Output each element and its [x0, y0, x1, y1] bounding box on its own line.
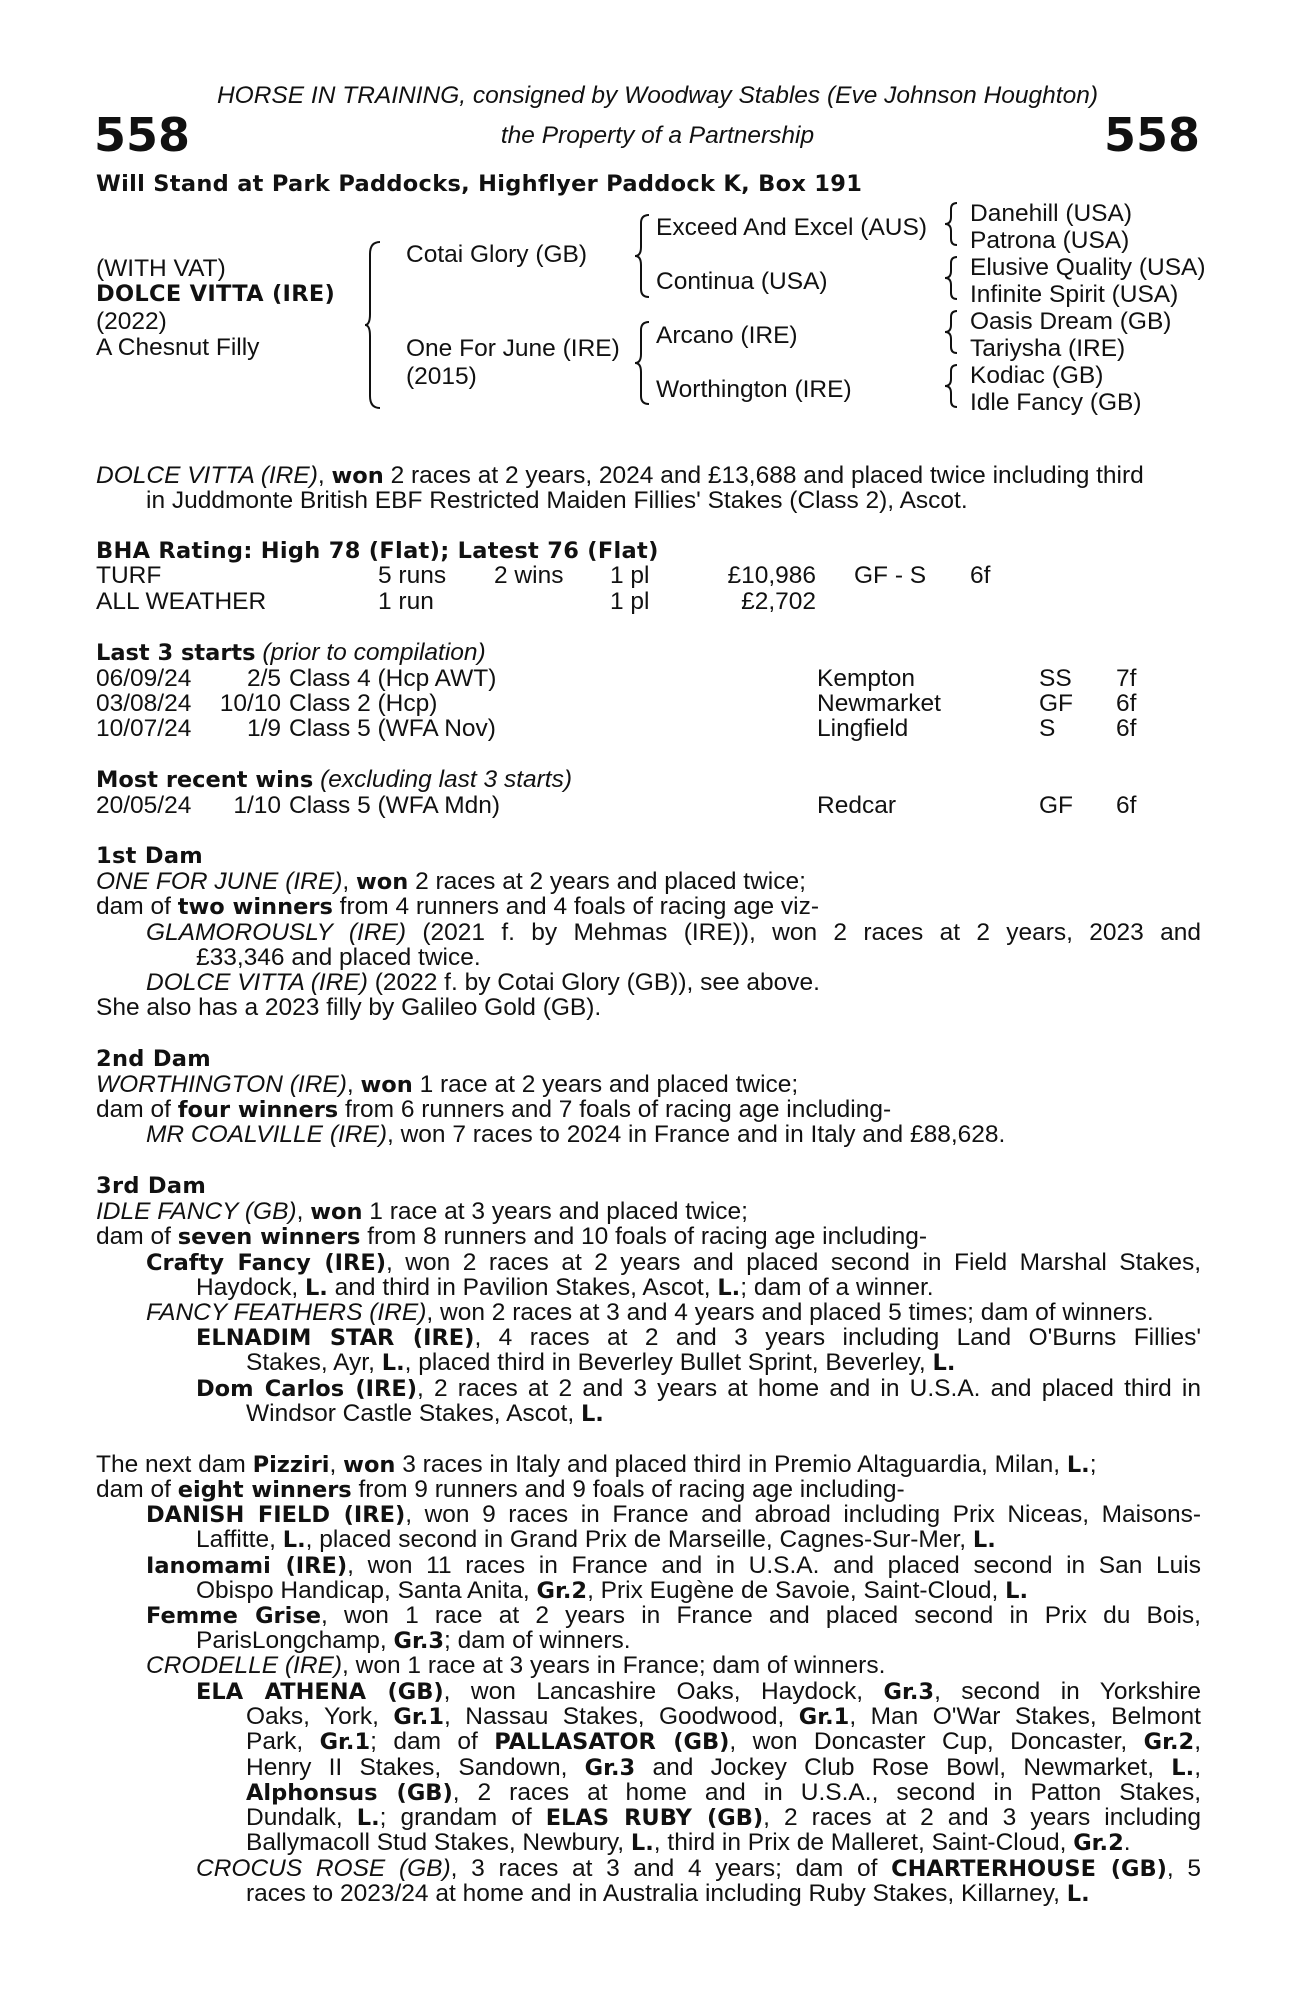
start-race: Class 4 (Hcp AWT) — [289, 665, 497, 692]
produce-dolce-vitta — [146, 970, 820, 995]
produce-femme-grise — [146, 1603, 1201, 1629]
produce-name: Crafty Fancy (IRE) — [146, 1250, 386, 1276]
start-distance: 6f — [1116, 715, 1137, 742]
rating-surface: TURF — [96, 562, 162, 589]
group-mark: Gr.1 — [798, 1704, 850, 1730]
text: , — [1194, 1754, 1201, 1781]
rating-distance: 6f — [970, 562, 991, 589]
rating-money: £2,702 — [741, 588, 816, 615]
produce-glamorously-cont: £33,346 and placed twice. — [196, 944, 481, 971]
first-dam-produce — [96, 894, 819, 920]
produce-ianomami-cont — [196, 1578, 1028, 1604]
produce-name: Femme Grise — [146, 1603, 321, 1629]
listed-mark: L. — [1066, 1881, 1090, 1907]
first-dam-also: She also has a 2023 filly by Galileo Gold (GB). — [96, 994, 602, 1021]
winners-count: two winners — [177, 894, 333, 920]
text: Laffitte, — [196, 1526, 283, 1553]
next-dam-produce — [96, 1477, 905, 1503]
text: , 2 races at 2 and 3 years including — [763, 1804, 1201, 1831]
recent-wins-title: Most recent wins — [96, 767, 314, 793]
start-distance: 7f — [1116, 665, 1137, 692]
third-dam-won: won — [310, 1199, 363, 1225]
text: ; dam of winners. — [444, 1627, 631, 1654]
foaling-year: (2022) — [96, 308, 167, 335]
next-dam-won: won — [343, 1452, 396, 1478]
group-mark: Gr.3 — [584, 1755, 636, 1781]
produce-crafty-fancy — [146, 1250, 1201, 1276]
produce-record: , 4 races at 2 and 3 years including Land O'Burns Fillies' — [474, 1324, 1202, 1351]
last-starts-note: (prior to compilation) — [262, 639, 486, 666]
win-race: Class 5 (WFA Mdn) — [289, 792, 501, 819]
third-dam-produce — [96, 1224, 927, 1250]
text: Oaks, York, — [246, 1703, 394, 1730]
group-mark: Gr.2 — [536, 1578, 588, 1604]
produce-record: (2021 f. by Mehmas (IRE)), won 2 races at 2 years, 2023 and — [406, 919, 1201, 946]
produce-record: (2022 f. by Cotai Glory (GB)), see above. — [367, 969, 820, 996]
produce-name: PALLASATOR (GB) — [494, 1729, 730, 1755]
produce-name: CRODELLE (IRE) — [146, 1652, 343, 1679]
produce-ela-athena-l7 — [246, 1830, 1131, 1856]
produce-ela-athena — [196, 1679, 1201, 1705]
listed-mark: L. — [304, 1275, 328, 1301]
text: , Man O'War Stakes, Belmont — [849, 1703, 1201, 1730]
produce-ianomami — [146, 1553, 1201, 1579]
start-course: Newmarket — [817, 690, 941, 717]
third-dam-record: 1 race at 3 years and placed twice; — [362, 1198, 748, 1225]
group-mark: Gr.3 — [883, 1679, 935, 1705]
text: Dundalk, — [246, 1804, 357, 1831]
start-date: 06/09/24 — [96, 665, 192, 692]
produce-elnadim-star-cont — [246, 1350, 955, 1376]
start-race: Class 2 (Hcp) — [289, 690, 438, 717]
winners-count: four winners — [177, 1097, 339, 1123]
rating-surface: ALL WEATHER — [96, 588, 267, 615]
text: The next dam — [96, 1451, 253, 1478]
produce-dom-carlos-cont — [246, 1401, 604, 1427]
listed-mark: L. — [932, 1350, 956, 1376]
winners-count: seven winners — [177, 1224, 361, 1250]
produce-name: Ianomami (IRE) — [146, 1553, 348, 1579]
produce-danish-field — [146, 1502, 1201, 1528]
ss-sire: Danehill (USA) — [970, 200, 1133, 227]
text: from 8 runners and 10 foals of racing age including- — [360, 1223, 927, 1250]
text: , — [1194, 1728, 1201, 1755]
first-dam-record: 2 races at 2 years and placed twice; — [408, 868, 806, 895]
group-mark: Gr.3 — [393, 1628, 445, 1654]
start-position: 1/9 — [246, 715, 281, 742]
next-dam-line — [96, 1452, 1097, 1478]
sire-sire: Exceed And Excel (AUS) — [656, 214, 927, 241]
brace-dam — [634, 320, 652, 406]
consignment-line: HORSE IN TRAINING, consigned by Woodway Stables (Eve Johnson Houghton) — [216, 82, 1099, 109]
text: ; — [1089, 1451, 1097, 1478]
text: from 6 runners and 7 foals of racing age including- — [338, 1096, 892, 1123]
produce-crocus-rose — [196, 1856, 1201, 1882]
produce-crafty-fancy-cont — [196, 1275, 934, 1301]
second-dam-record: 1 race at 2 years and placed twice; — [412, 1071, 799, 1098]
text: ; dam of — [370, 1728, 495, 1755]
listed-mark: L. — [282, 1527, 306, 1553]
third-dam-heading: 3rd Dam — [96, 1173, 207, 1199]
produce-record: , 2 races at 2 and 3 years at home and in U.S.A. and placed third in — [417, 1375, 1202, 1402]
start-distance: 6f — [1116, 690, 1137, 717]
win-course: Redcar — [817, 792, 896, 819]
produce-name: GLAMOROUSLY (IRE) — [146, 919, 407, 946]
produce-ela-athena-l5 — [246, 1780, 1201, 1806]
brace-sd — [944, 255, 960, 301]
listed-mark: L. — [630, 1830, 654, 1856]
recent-wins-heading — [96, 767, 572, 793]
listed-mark: L. — [580, 1401, 604, 1427]
group-mark: Gr.1 — [319, 1729, 371, 1755]
second-dam-heading: 2nd Dam — [96, 1046, 212, 1072]
text: 3 races in Italy and placed third in Premio Altaguardia, Milan, — [395, 1451, 1067, 1478]
produce-name: MR COALVILLE (IRE) — [146, 1121, 387, 1148]
produce-name: DANISH FIELD (IRE) — [146, 1502, 406, 1528]
produce-name: ELAS RUBY (GB) — [545, 1805, 764, 1831]
listed-mark: L. — [1171, 1755, 1195, 1781]
produce-name: Alphonsus (GB) — [246, 1780, 453, 1806]
summary-line-2: in Juddmonte British EBF Restricted Maiden Fillies' Stakes (Class 2), Ascot. — [146, 487, 968, 514]
third-dam-line: IDLE FANCY (GB), won 1 race at 3 years and placed twice; — [96, 1198, 748, 1225]
dam-year: (2015) — [406, 363, 477, 390]
vat-note: (WITH VAT) — [96, 255, 226, 282]
brace-ss — [944, 201, 960, 247]
text: Obispo Handicap, Santa Anita, — [196, 1577, 537, 1604]
produce-mr-coalville — [146, 1122, 1005, 1147]
group-mark: Gr.2 — [1073, 1830, 1124, 1856]
produce-ela-athena-l2 — [246, 1704, 1201, 1730]
text: and third in Pavilion Stakes, Ascot, — [327, 1274, 718, 1301]
produce-record: , won 7 races to 2024 in France and in Italy and £88,628. — [386, 1121, 1006, 1148]
text: races to 2023/24 at home and in Australia including Ruby Stakes, Killarney, — [246, 1880, 1067, 1907]
produce-name: CROCUS ROSE (GB) — [196, 1855, 451, 1882]
produce-record: , won 1 race at 2 years in France and placed second in Prix du Bois, — [321, 1602, 1201, 1629]
text: , 5 — [1166, 1855, 1202, 1882]
brace-sire — [634, 213, 652, 299]
produce-record: , won 2 races at 3 and 4 years and placed 5 times; dam of winners. — [426, 1299, 1154, 1326]
rating-runs: 5 runs — [378, 562, 447, 589]
stand-location: Will Stand at Park Paddocks, Highflyer Paddock K, Box 191 — [96, 171, 863, 197]
produce-record: , won 11 races in France and in U.S.A. and placed second in San Luis — [347, 1552, 1201, 1579]
sire-name: Cotai Glory (GB) — [406, 241, 588, 268]
start-course: Kempton — [817, 665, 916, 692]
sire-dam: Continua (USA) — [656, 268, 828, 295]
text: Haydock, — [196, 1274, 305, 1301]
text: Henry II Stakes, Sandown, — [246, 1754, 585, 1781]
last-starts-title: Last 3 starts — [96, 640, 256, 666]
group-mark: Gr.2 — [1143, 1729, 1195, 1755]
rating-placed: 1 pl — [610, 588, 650, 615]
text: , third in Prix de Malleret, Saint-Cloud, — [653, 1829, 1074, 1856]
text: , — [329, 1451, 344, 1478]
first-dam-line: ONE FOR JUNE (IRE), won 2 races at 2 years and placed twice; — [96, 868, 806, 895]
text: , placed second in Grand Prix de Marseille, Cagnes-Sur-Mer, — [305, 1526, 973, 1553]
third-dam-name: IDLE FANCY (GB) — [96, 1198, 297, 1225]
brace-horse — [364, 240, 384, 410]
produce-record: , won 1 race at 3 years in France; dam of winners. — [342, 1652, 886, 1679]
produce-ela-athena-l6 — [246, 1805, 1201, 1831]
produce-record: , won 9 races in France and abroad including Prix Niceas, Maisons- — [405, 1501, 1201, 1528]
produce-record: , won 2 races at 2 years and placed second in Field Marshal Stakes, — [385, 1249, 1202, 1276]
produce-fancy-feathers — [146, 1300, 1154, 1325]
listed-mark: L. — [1066, 1452, 1090, 1478]
listed-mark: L. — [1005, 1578, 1029, 1604]
text: , won Doncaster Cup, Doncaster, — [729, 1728, 1144, 1755]
ss-dam: Patrona (USA) — [970, 227, 1130, 254]
win-date: 20/05/24 — [96, 792, 192, 819]
next-dam-name: Pizziri — [252, 1452, 330, 1478]
text: , Nassau Stakes, Goodwood, — [443, 1703, 799, 1730]
second-dam-won: won — [360, 1072, 413, 1098]
produce-name: DOLCE VITTA (IRE) — [146, 969, 368, 996]
rating-going: GF - S — [854, 562, 927, 589]
win-distance: 6f — [1116, 792, 1137, 819]
rating-money: £10,986 — [727, 562, 816, 589]
start-position: 10/10 — [219, 690, 281, 717]
produce-name: ELA ATHENA (GB) — [196, 1679, 444, 1705]
start-course: Lingfield — [817, 715, 909, 742]
summary-text: 2 races at 2 years, 2024 and £13,688 and placed twice including third — [383, 462, 1144, 489]
text: , second in Yorkshire — [934, 1678, 1202, 1705]
listed-mark: L. — [717, 1275, 741, 1301]
sd-dam: Infinite Spirit (USA) — [970, 281, 1179, 308]
start-race: Class 5 (WFA Nov) — [289, 715, 496, 742]
win-going: GF — [1039, 792, 1074, 819]
text: and Jockey Club Rose Bowl, Newmarket, — [635, 1754, 1172, 1781]
text: dam of — [96, 1096, 178, 1123]
text: Park, — [246, 1728, 320, 1755]
first-dam-heading: 1st Dam — [96, 843, 204, 869]
second-dam-produce — [96, 1097, 891, 1123]
text: , 3 races at 3 and 4 years; dam of — [450, 1855, 892, 1882]
produce-name: Dom Carlos (IRE) — [196, 1376, 417, 1402]
summary-line-1: DOLCE VITTA (IRE), won 2 races at 2 years, 2024 and £13,688 and placed twice including third — [96, 462, 1144, 489]
produce-ela-athena-l3 — [246, 1729, 1201, 1755]
rating-placed: 1 pl — [610, 562, 650, 589]
start-date: 10/07/24 — [96, 715, 192, 742]
text: from 9 runners and 9 foals of racing age including- — [351, 1476, 905, 1503]
property-line: the Property of a Partnership — [500, 122, 815, 149]
produce-name: CHARTERHOUSE (GB) — [891, 1856, 1167, 1882]
text: ParisLongchamp, — [196, 1627, 394, 1654]
horse-description: A Chesnut Filly — [96, 334, 260, 361]
produce-femme-grise-cont — [196, 1628, 631, 1654]
listed-mark: L. — [381, 1350, 405, 1376]
bha-rating-heading: BHA Rating: High 78 (Flat); Latest 76 (Flat) — [96, 538, 659, 564]
summary-horse-name: DOLCE VITTA (IRE) — [96, 462, 318, 489]
produce-glamorously — [146, 920, 1201, 945]
text: . — [1123, 1829, 1131, 1856]
produce-ela-athena-l4 — [246, 1755, 1201, 1781]
produce-dom-carlos — [196, 1376, 1201, 1402]
dam-sire: Arcano (IRE) — [656, 322, 798, 349]
produce-danish-field-cont — [196, 1527, 996, 1553]
sd-sire: Elusive Quality (USA) — [970, 254, 1206, 281]
rating-runs: 1 run — [378, 588, 434, 615]
text: , placed third in Beverley Bullet Sprint, Beverley, — [404, 1349, 933, 1376]
dam-name: One For June (IRE) — [406, 335, 620, 362]
text: dam of — [96, 1223, 178, 1250]
brace-ds — [944, 309, 960, 355]
ds-dam: Tariysha (IRE) — [970, 335, 1126, 362]
win-position: 1/10 — [233, 792, 281, 819]
first-dam-won: won — [356, 869, 409, 895]
produce-name: FANCY FEATHERS (IRE) — [146, 1299, 427, 1326]
produce-crodelle — [146, 1653, 885, 1678]
brace-dd — [944, 363, 960, 409]
start-position: 2/5 — [246, 665, 281, 692]
summary-won: won — [331, 463, 384, 489]
start-going: GF — [1039, 690, 1074, 717]
recent-wins-note: (excluding last 3 starts) — [320, 766, 573, 793]
text: dam of — [96, 1476, 178, 1503]
horse-name: DOLCE VITTA (IRE) — [96, 281, 336, 307]
produce-name: ELNADIM STAR (IRE) — [196, 1325, 475, 1351]
last-starts-heading — [96, 640, 486, 666]
ds-sire: Oasis Dream (GB) — [970, 308, 1172, 335]
text: ; dam of a winner. — [740, 1274, 934, 1301]
lot-number-left: 558 — [94, 108, 191, 162]
listed-mark: L. — [356, 1805, 380, 1831]
winners-count: eight winners — [177, 1477, 352, 1503]
lot-number-right: 558 — [1103, 108, 1200, 162]
dd-dam: Idle Fancy (GB) — [970, 389, 1142, 416]
text: ; grandam of — [379, 1804, 546, 1831]
produce-elnadim-star — [196, 1325, 1201, 1351]
second-dam-line: WORTHINGTON (IRE), won 1 race at 2 years and placed twice; — [96, 1071, 799, 1098]
text: Stakes, Ayr, — [246, 1349, 382, 1376]
first-dam-name: ONE FOR JUNE (IRE) — [96, 868, 343, 895]
text: , 2 races at home and in U.S.A., second in Patton Stakes, — [452, 1779, 1201, 1806]
text: dam of — [96, 893, 178, 920]
text: , Prix Eugène de Savoie, Saint-Cloud, — [587, 1577, 1006, 1604]
start-going: S — [1039, 715, 1056, 742]
dam-dam: Worthington (IRE) — [656, 376, 852, 403]
dd-sire: Kodiac (GB) — [970, 362, 1104, 389]
second-dam-name: WORTHINGTON (IRE) — [96, 1071, 347, 1098]
group-mark: Gr.1 — [393, 1704, 444, 1730]
text: from 4 runners and 4 foals of racing age viz- — [332, 893, 820, 920]
text: , won Lancashire Oaks, Haydock, — [443, 1678, 884, 1705]
start-going: SS — [1039, 665, 1072, 692]
start-date: 03/08/24 — [96, 690, 192, 717]
produce-crocus-rose-cont — [246, 1881, 1090, 1907]
text: Windsor Castle Stakes, Ascot, — [246, 1400, 581, 1427]
listed-mark: L. — [972, 1527, 996, 1553]
rating-wins: 2 wins — [494, 562, 564, 589]
text: Ballymacoll Stud Stakes, Newbury, — [246, 1829, 631, 1856]
